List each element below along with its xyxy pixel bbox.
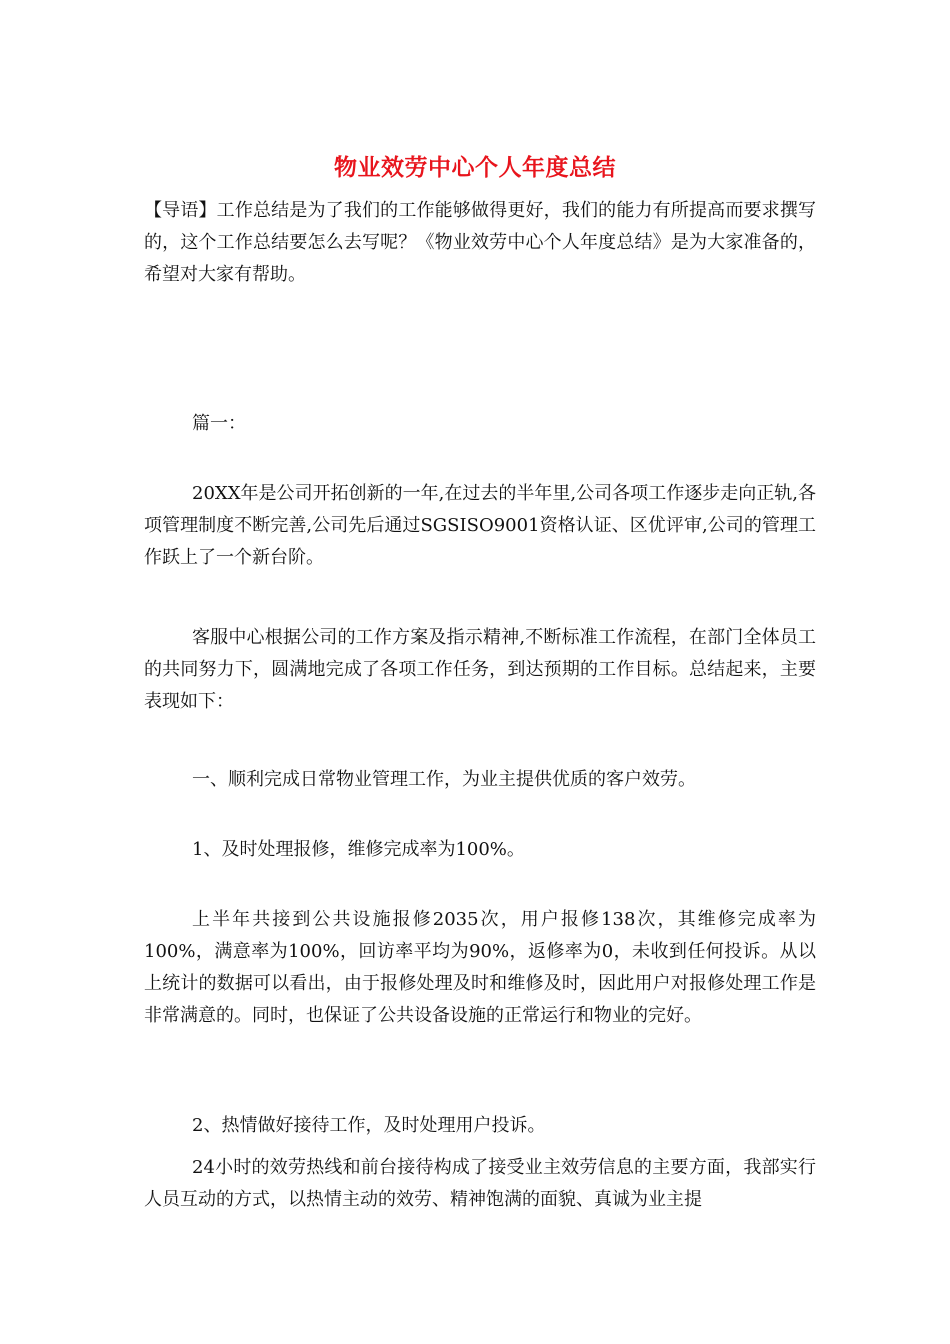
paragraph-3: 上半年共接到公共设施报修2035次，用户报修138次，其维修完成率为100%，满意率为100%，回访率平均为90%，返修率为0，未收到任何投诉。从以上统计的数据可以看出，由于报修处理及时和维修及时，因此用户对报修处理工作是非常满意的。同时，也保证了公共设备设施的正常运行和物业的完好。	[144, 909, 816, 1026]
paragraph-4: 24小时的效劳热线和前台接待构成了接受业主效劳信息的主要方面，我部实行人员互动的方式，以热情主动的效劳、精神饱满的面貌、真诚为业主提	[144, 1157, 816, 1210]
heading-1: 一、顺利完成日常物业管理工作，为业主提供优质的客户效劳。	[192, 769, 696, 790]
subheading-1: 1、及时处理报修，维修完成率为100%。	[192, 839, 525, 860]
subheading-2: 2、热情做好接待工作，及时处理用户投诉。	[192, 1115, 546, 1136]
section-label: 篇一：	[192, 413, 246, 434]
paragraph-2: 客服中心根据公司的工作方案及指示精神,不断标准工作流程，在部门全体员工的共同努力下，圆满地完成了各项工作任务，到达预期的工作目标。总结起来，主要表现如下：	[144, 627, 816, 712]
document-title: 物业效劳中心个人年度总结	[334, 154, 616, 181]
paragraph-1: 20XX年是公司开拓创新的一年,在过去的半年里,公司各项工作逐步走向正轨,各项管理制度不断完善,公司先后通过SGSISO9001资格认证、区优评审,公司的管理工作跃上了一个新台阶。	[144, 483, 816, 568]
intro-paragraph: 【导语】工作总结是为了我们的工作能够做得更好，我们的能力有所提高而要求撰写的，这个工作总结要怎么去写呢？《物业效劳中心个人年度总结》是为大家准备的，希望对大家有帮助。	[144, 200, 816, 285]
